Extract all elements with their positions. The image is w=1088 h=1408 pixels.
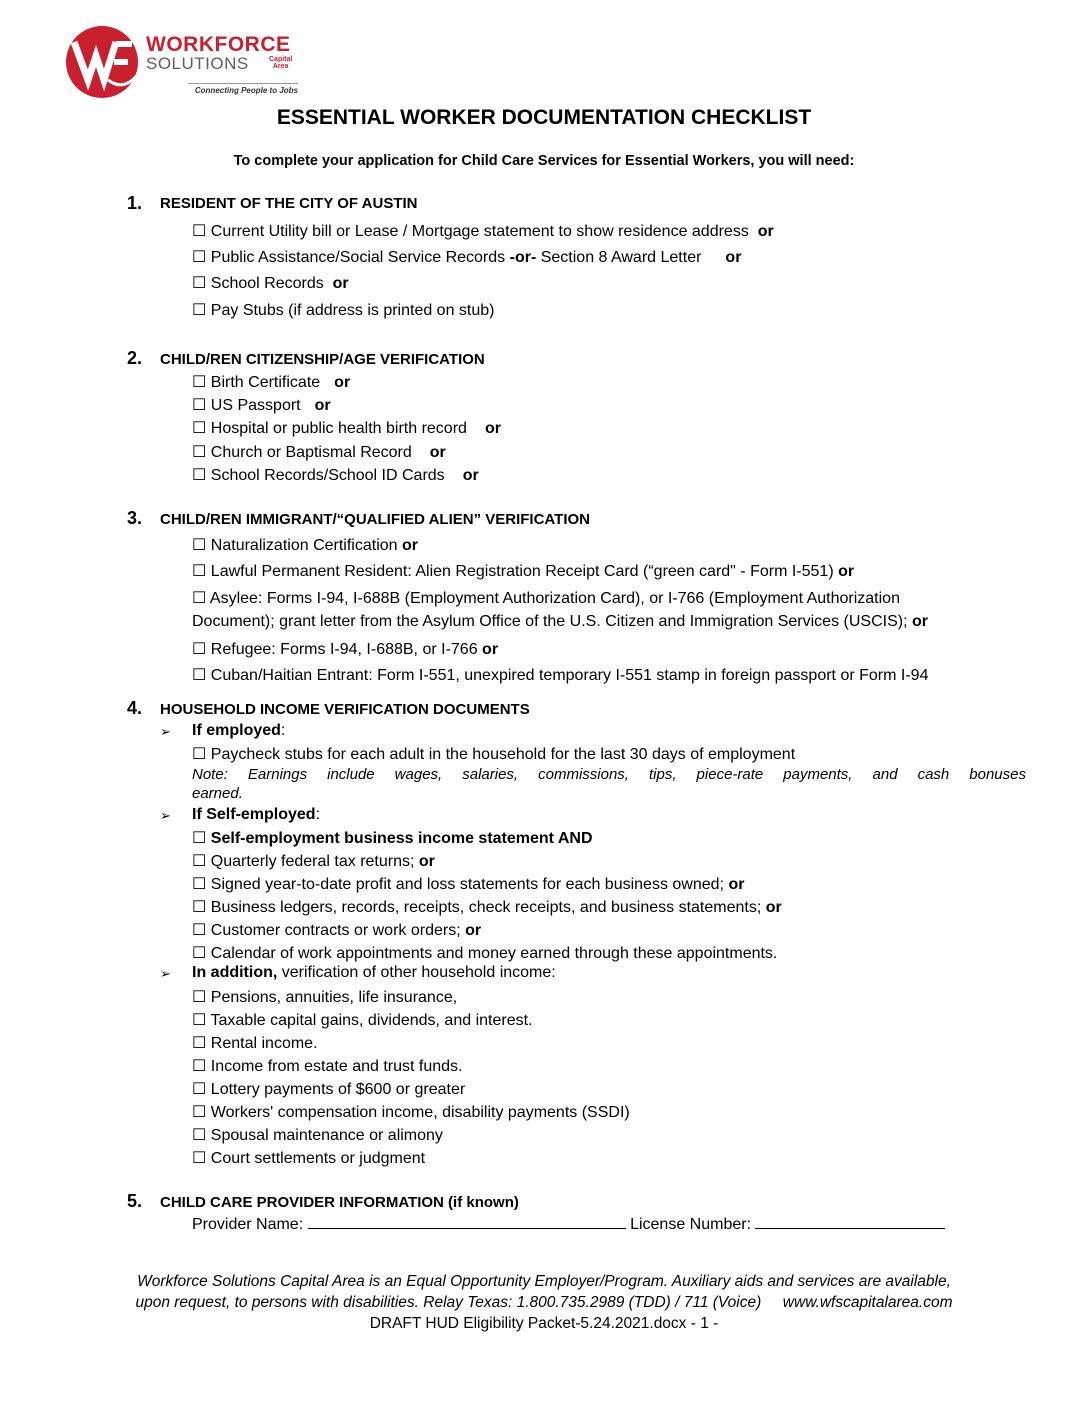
checkbox-icon[interactable]: ☐ (192, 537, 207, 554)
footer-line: upon request, to persons with disabilities. Relay Texas: 1.800.735.2989 (TDD) / 711 (Voice) www.wfscapitalarea.com (135, 1294, 953, 1311)
checklist-item-continuation: Document); grant letter from the Asylum Office of the U.S. Citizen and Immigration Services (USCIS); or (192, 613, 928, 630)
checklist-item[interactable]: ☐ Workers' compensation income, disability payments (SSDI) (192, 1104, 630, 1121)
checklist-item[interactable]: ☐ Rental income. (192, 1035, 318, 1052)
checklist-item[interactable]: ☐ Business ledgers, records, receipts, check receipts, and business statements; or (192, 899, 782, 916)
checkbox-icon[interactable]: ☐ (192, 302, 207, 319)
section-heading: CHILD/REN CITIZENSHIP/AGE VERIFICATION (160, 351, 485, 368)
checklist-item[interactable]: ☐ Public Assistance/Social Service Records -or- Section 8 Award Letter or (192, 249, 742, 266)
checklist-item[interactable]: ☐ Signed year-to-date profit and loss statements for each business owned; or (192, 876, 745, 893)
checkbox-icon[interactable]: ☐ (192, 249, 207, 266)
checklist-item[interactable]: ☐ Naturalization Certification or (192, 537, 418, 554)
arrow-bullet-icon: ➢ (160, 808, 171, 823)
page-title: ESSENTIAL WORKER DOCUMENTATION CHECKLIST (276, 106, 812, 129)
checkbox-icon[interactable]: ☐ (192, 1081, 207, 1098)
checklist-item[interactable]: ☐ Refugee: Forms I-94, I-688B, or I-766 or (192, 641, 499, 658)
checklist-item[interactable]: ☐ Birth Certificate or (192, 374, 351, 391)
subsection-label: In addition, verification of other household income: (192, 964, 556, 981)
checkbox-icon[interactable]: ☐ (192, 876, 207, 893)
checkbox-icon[interactable]: ☐ (192, 899, 207, 916)
checkbox-icon[interactable]: ☐ (192, 374, 207, 391)
license-number-field[interactable] (755, 1214, 945, 1229)
logo-tagline: Connecting People to Jobs (188, 83, 298, 95)
checkbox-icon[interactable]: ☐ (192, 853, 207, 870)
checklist-item[interactable]: ☐ Customer contracts or work orders; or (192, 922, 482, 939)
checkbox-icon[interactable]: ☐ (192, 641, 207, 658)
subsection-label: If employed: (192, 722, 286, 739)
checkbox-icon[interactable]: ☐ (192, 746, 207, 763)
checkbox-icon[interactable]: ☐ (192, 1012, 207, 1029)
section-number: 3. (127, 508, 143, 528)
note-text: Note: Earnings include wages, salaries, commissions, tips, piece-rate payments, and cash bonuses (192, 766, 1026, 783)
section-number: 5. (127, 1191, 143, 1211)
checkbox-icon[interactable]: ☐ (192, 989, 207, 1006)
license-number-label: License Number: (630, 1216, 752, 1233)
footer-doc-id: DRAFT HUD Eligibility Packet-5.24.2021.docx - 1 - (369, 1315, 719, 1332)
arrow-bullet-icon: ➢ (160, 724, 171, 739)
checklist-item[interactable]: ☐ Self-employment business income statement AND (192, 830, 593, 847)
checkbox-icon[interactable]: ☐ (192, 1104, 207, 1121)
checklist-item[interactable]: ☐ Lawful Permanent Resident: Alien Registration Receipt Card (“green card" - Form I-551) or (192, 563, 855, 580)
checklist-item[interactable]: ☐ Quarterly federal tax returns; or (192, 853, 435, 870)
arrow-bullet-icon: ➢ (160, 966, 171, 981)
checkbox-icon[interactable]: ☐ (192, 275, 207, 292)
checklist-item[interactable]: ☐ Taxable capital gains, dividends, and interest. (192, 1012, 533, 1029)
checklist-item[interactable]: ☐ Lottery payments of $600 or greater (192, 1081, 466, 1098)
checklist-item[interactable]: ☐ School Records/School ID Cards or (192, 467, 479, 484)
footer-line: Workforce Solutions Capital Area is an Equal Opportunity Employer/Program. Auxiliary aids and services are available, (137, 1273, 951, 1290)
logo-brand-line2: SOLUTIONS (146, 54, 249, 73)
checkbox-icon[interactable]: ☐ (192, 223, 207, 240)
section-heading: RESIDENT OF THE CITY OF AUSTIN (160, 195, 418, 212)
checkbox-icon[interactable]: ☐ (192, 563, 207, 580)
section-heading: HOUSEHOLD INCOME VERIFICATION DOCUMENTS (160, 701, 530, 718)
provider-name-field[interactable] (308, 1214, 626, 1229)
checkbox-icon[interactable]: ☐ (192, 667, 207, 684)
checklist-item[interactable]: ☐ School Records or (192, 275, 349, 292)
provider-name-label: Provider Name: (192, 1216, 304, 1233)
note-text: earned. (192, 785, 243, 802)
section-number: 4. (127, 698, 143, 718)
checklist-item[interactable]: ☐ Asylee: Forms I-94, I-688B (Employment Authorization Card), or I-766 (Employment Authorization (192, 590, 900, 607)
workforce-solutions-logo (64, 26, 304, 96)
checkbox-icon[interactable]: ☐ (192, 922, 207, 939)
checklist-item[interactable]: ☐ Current Utility bill or Lease / Mortgage statement to show residence address or (192, 223, 774, 240)
checkbox-icon[interactable]: ☐ (192, 444, 207, 461)
checklist-item[interactable]: ☐ US Passport or (192, 397, 331, 414)
checklist-item[interactable]: ☐ Calendar of work appointments and money earned through these appointments. (192, 945, 778, 962)
checkbox-icon[interactable]: ☐ (192, 1150, 207, 1167)
subsection-label: If Self-employed: (192, 806, 321, 823)
checkbox-icon[interactable]: ☐ (192, 830, 207, 847)
checkbox-icon[interactable]: ☐ (192, 590, 207, 607)
checklist-item[interactable]: ☐ Income from estate and trust funds. (192, 1058, 463, 1075)
checklist-item[interactable]: ☐ Pensions, annuities, life insurance, (192, 989, 458, 1006)
checklist-item[interactable]: ☐ Paycheck stubs for each adult in the household for the last 30 days of employment (192, 746, 796, 763)
checkbox-icon[interactable]: ☐ (192, 397, 207, 414)
checklist-item[interactable]: ☐ Church or Baptismal Record or (192, 444, 446, 461)
checkbox-icon[interactable]: ☐ (192, 1035, 207, 1052)
section-heading: CHILD CARE PROVIDER INFORMATION (if known) (160, 1194, 519, 1211)
checklist-item[interactable]: ☐ Court settlements or judgment (192, 1150, 426, 1167)
checklist-item[interactable]: ☐ Cuban/Haitian Entrant: Form I-551, unexpired temporary I-551 stamp in foreign passport or Form I-94 (192, 667, 929, 684)
section-heading: CHILD/REN IMMIGRANT/“QUALIFIED ALIEN” VERIFICATION (160, 511, 590, 528)
checklist-item[interactable]: ☐ Pay Stubs (if address is printed on stub) (192, 302, 495, 319)
checkbox-icon[interactable]: ☐ (192, 420, 207, 437)
checkbox-icon[interactable]: ☐ (192, 467, 207, 484)
logo-emblem-icon (64, 22, 144, 100)
section-number: 2. (127, 348, 143, 368)
checklist-item[interactable]: ☐ Spousal maintenance or alimony (192, 1127, 443, 1144)
provider-fields (192, 1214, 945, 1234)
logo-brand-line1: WORKFORCE (146, 33, 291, 56)
section-number: 1. (127, 193, 143, 213)
checklist-item[interactable]: ☐ Hospital or public health birth record or (192, 420, 501, 437)
checkbox-icon[interactable]: ☐ (192, 1058, 207, 1075)
checkbox-icon[interactable]: ☐ (192, 945, 207, 962)
logo-capital-area: Capital Area (269, 56, 293, 70)
page-subtitle: To complete your application for Child Care Services for Essential Workers, you will need: (233, 153, 855, 169)
checkbox-icon[interactable]: ☐ (192, 1127, 207, 1144)
